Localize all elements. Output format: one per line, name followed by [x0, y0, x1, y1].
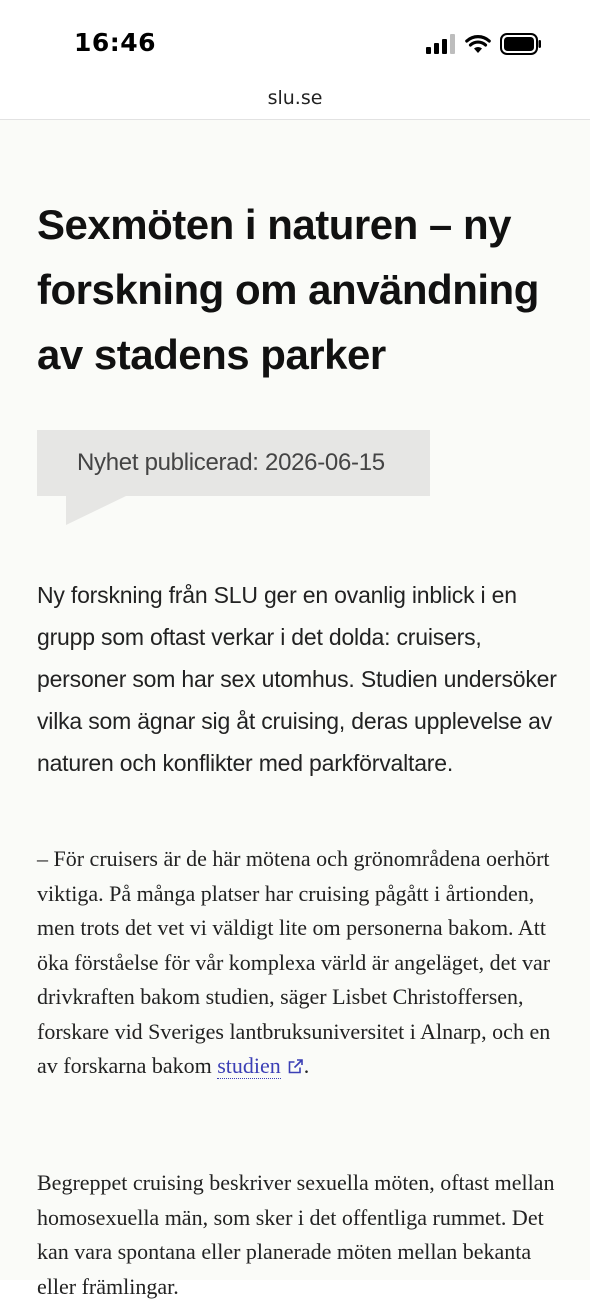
page-content: [0, 120, 590, 1299]
article-paragraph-1: [37, 842, 557, 1084]
published-date: Nyhet publicerad: 2026-06-15: [77, 449, 385, 476]
cellular-signal-icon: [426, 34, 456, 54]
paragraph-1-end: .: [303, 1053, 310, 1078]
published-box-tail: [66, 496, 126, 525]
study-link[interactable]: studien: [217, 1053, 281, 1078]
wifi-icon: [465, 34, 491, 54]
url-bar[interactable]: [0, 80, 590, 120]
external-link-icon[interactable]: [287, 1058, 304, 1075]
published-date-box: [37, 430, 430, 496]
url-text[interactable]: slu.se: [267, 86, 323, 109]
status-bar: [0, 0, 590, 80]
article-lead: Ny forskning från SLU ger en ovanlig inblick i en grupp som oftast verkar i det dolda: cruisers, personer som har sex utomhus. Studien undersöker vilka som ägnar sig åt cruising, deras upplevelse av naturen och konflikter med parkförvaltare.: [37, 582, 557, 776]
status-time: 16:46: [74, 28, 157, 57]
paragraph-1-text: – För cruisers är de här mötena och grönområdena oerhört viktiga. På många platser har cruising pågått i årtionden, men trots det vet vi väldigt lite om personerna bakom. Att öka förståelse för vår komplexa värld är angeläget, det var drivkraften bakom studien, säger Lisbet Christoffersen, forskare vid Sveriges lantbruksuniversitet i Alnarp, och en av forskarna bakom: [37, 846, 551, 1078]
status-icons: [426, 32, 542, 56]
article-paragraph-2: Begreppet cruising beskriver sexuella möten, oftast mellan homosexuella män, som sker i det offentliga rummet. Det kan vara spontana eller planerade möten mellan bekanta eller främlingar.: [37, 1170, 555, 1299]
article-headline: Sexmöten i naturen – ny forskning om användning av stadens parker: [37, 201, 539, 378]
battery-icon: [500, 33, 542, 55]
